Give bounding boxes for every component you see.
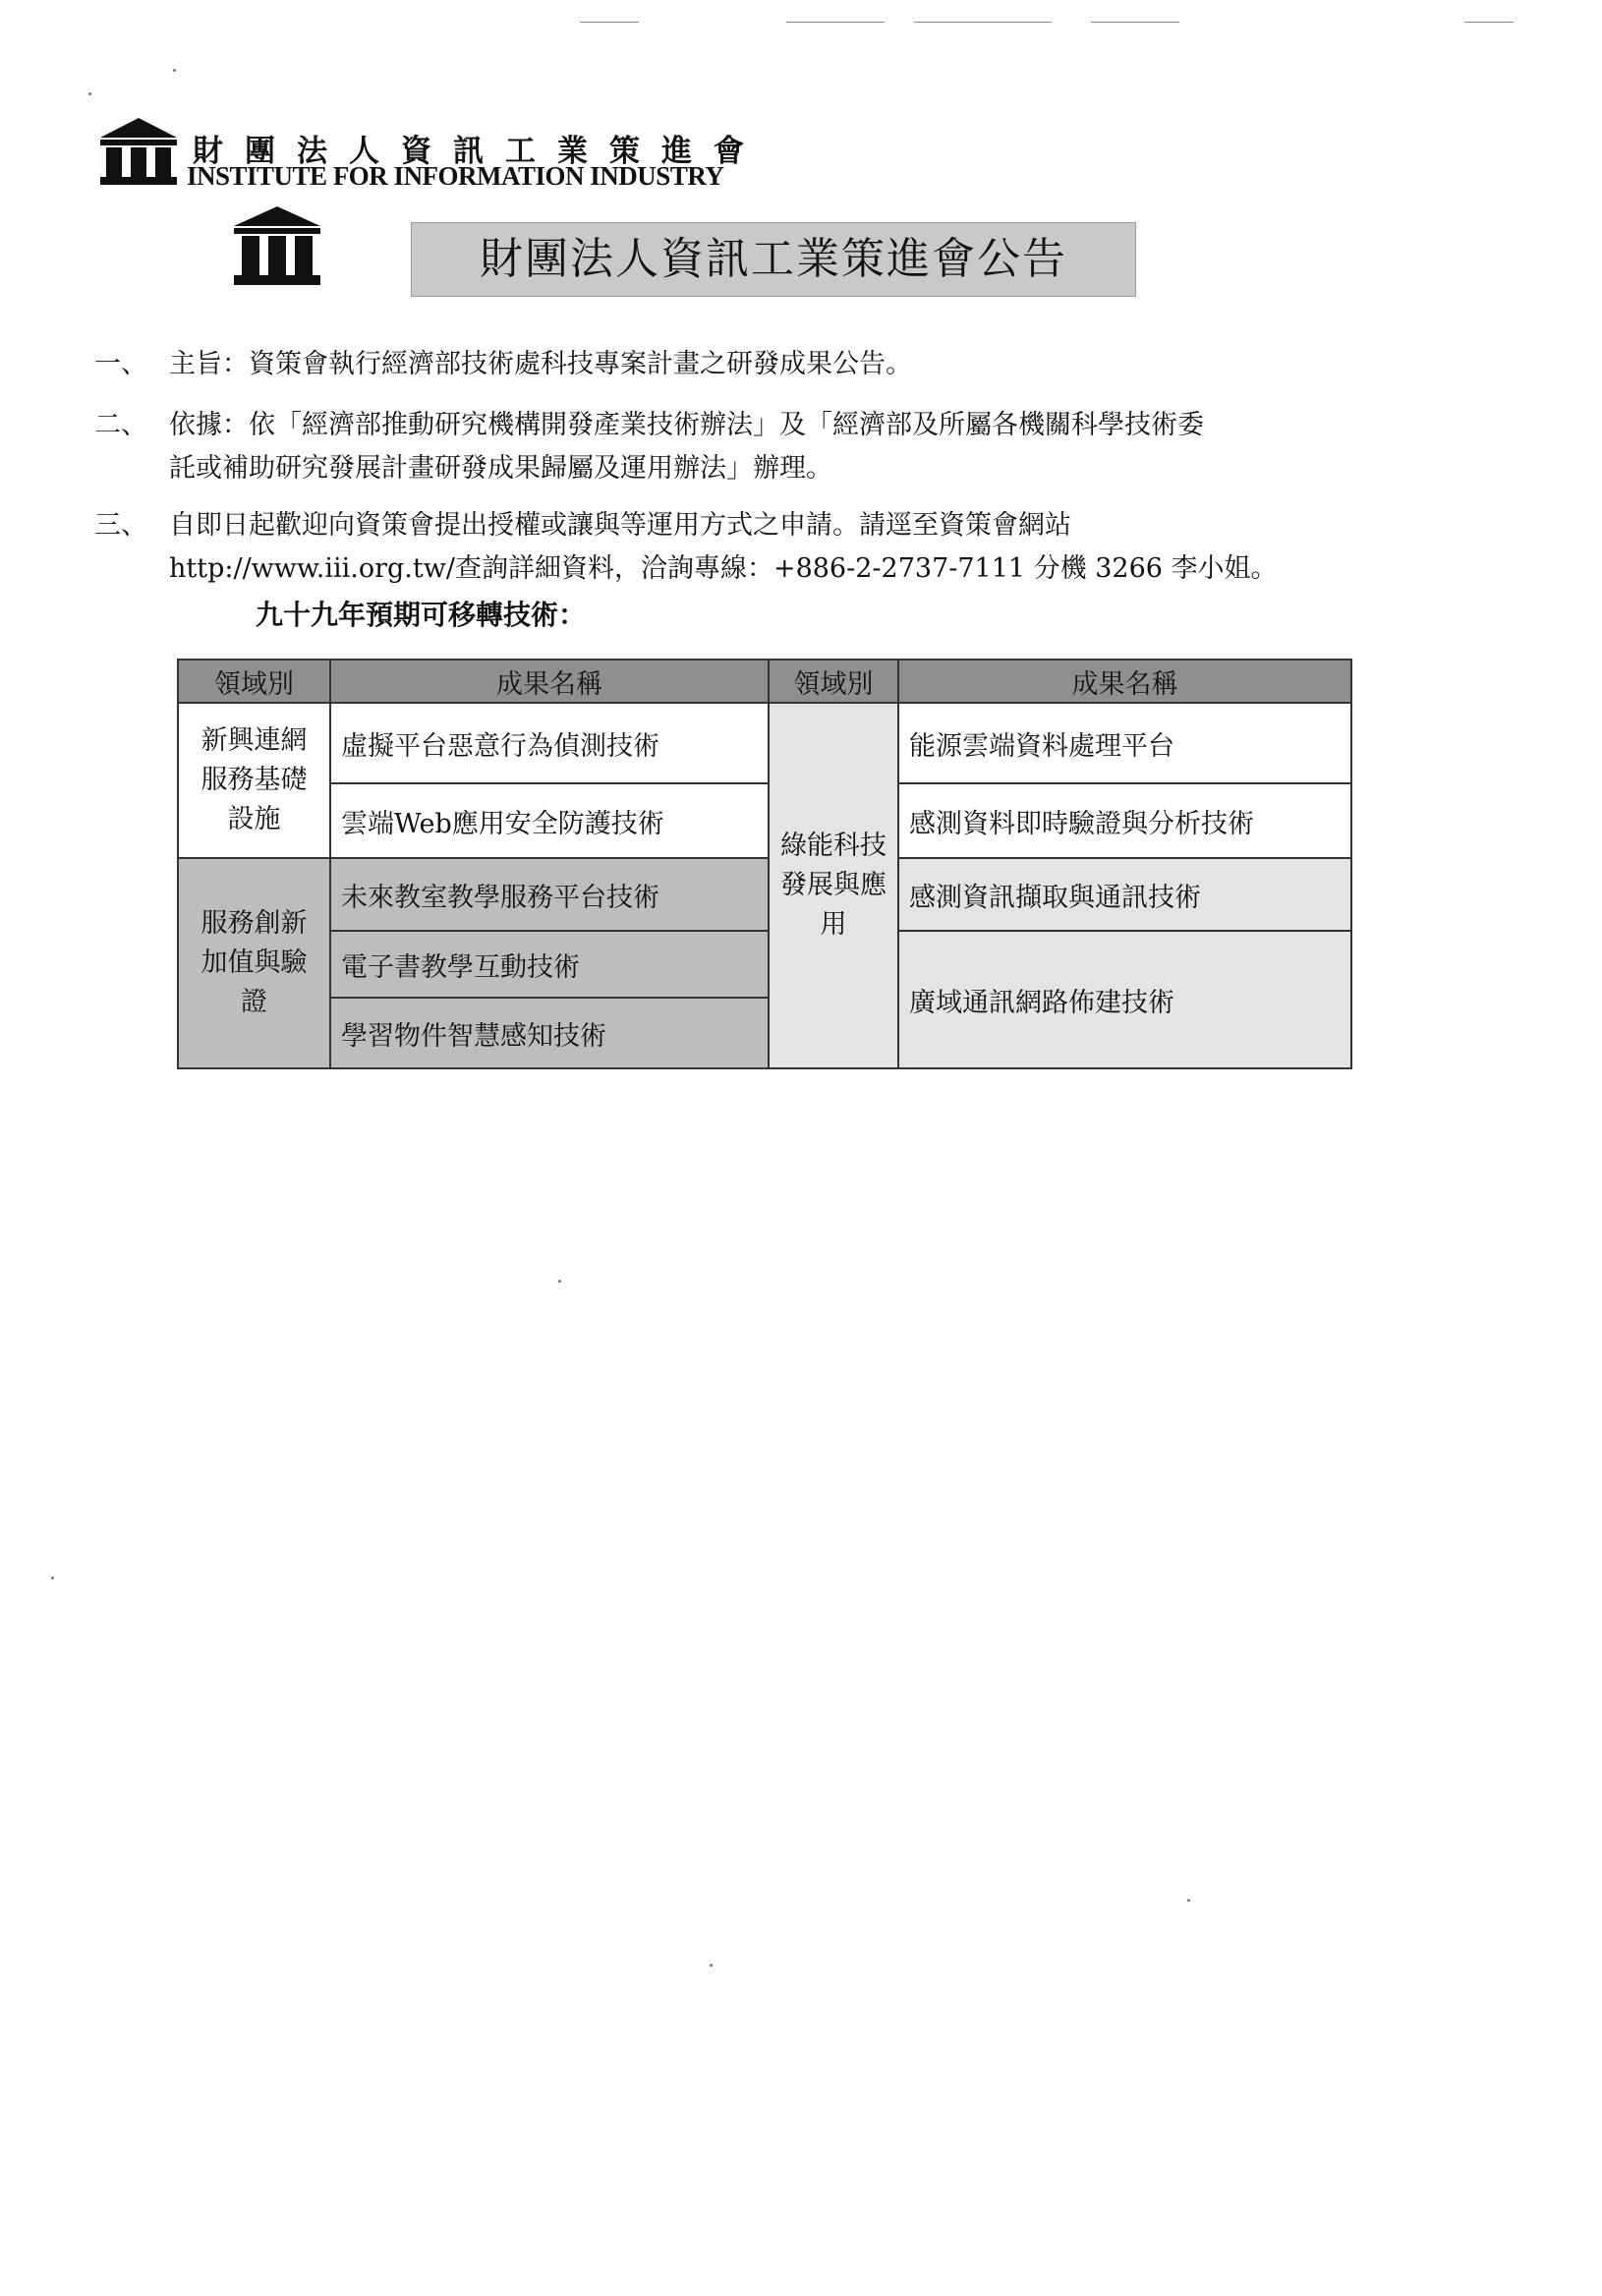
scan-artifact bbox=[710, 1964, 713, 1967]
table-row bbox=[178, 931, 1351, 998]
domain-cell: 綠能科技發展與應用 bbox=[769, 703, 898, 1068]
scan-artifact bbox=[1187, 1899, 1190, 1902]
scan-artifact bbox=[1091, 22, 1179, 23]
scan-artifact bbox=[51, 1577, 54, 1579]
iii-logo-icon bbox=[98, 116, 179, 187]
table-title: 九十九年預期可移轉技術： bbox=[256, 599, 587, 631]
item-text-basis-line1: 依據：依「經濟部推動研究機構開發產業技術辦法」及「經濟部及所屬各機關科學技術委 bbox=[169, 410, 1204, 440]
item-number: 二、 bbox=[94, 410, 147, 440]
result-cell: 學習物件智慧感知技術 bbox=[330, 998, 769, 1068]
domain-cell: 新興連網服務基礎設施 bbox=[178, 703, 330, 858]
result-cell: 感測資訊擷取與通訊技術 bbox=[898, 858, 1351, 931]
domain-cell: 服務創新加值與驗證 bbox=[178, 858, 330, 1068]
scan-artifact bbox=[786, 22, 885, 23]
table-row bbox=[178, 783, 1351, 858]
announcement-title: 財團法人資訊工業策進會公告 bbox=[411, 222, 1136, 297]
scan-artifact bbox=[558, 1280, 561, 1283]
iii-emblem-icon bbox=[228, 204, 326, 287]
technology-table bbox=[177, 659, 1352, 1069]
header-domain: 領域別 bbox=[178, 660, 330, 703]
scan-artifact bbox=[88, 92, 91, 95]
item-text-contact-line1: 自即日起歡迎向資策會提出授權或讓與等運用方式之申請。請逕至資策會網站 bbox=[169, 510, 1071, 541]
table-row bbox=[178, 858, 1351, 931]
header-result: 成果名稱 bbox=[330, 660, 769, 703]
scan-artifact bbox=[173, 69, 176, 72]
scan-artifact bbox=[580, 22, 639, 23]
org-name-english: INSTITUTE FOR INFORMATION INDUSTRY bbox=[187, 161, 724, 191]
result-cell: 廣域通訊網路佈建技術 bbox=[898, 931, 1351, 1068]
item-number: 一、 bbox=[94, 349, 147, 379]
item-text-contact-line2: http://www.iii.org.tw/查詢詳細資料，洽詢專線：+886-2-2737-7111 分機 3266 李小姐。 bbox=[169, 553, 1278, 584]
scan-artifact bbox=[1464, 22, 1514, 23]
result-cell: 雲端Web應用安全防護技術 bbox=[330, 783, 769, 858]
item-text-subject: 主旨：資策會執行經濟部技術處科技專案計畫之研發成果公告。 bbox=[169, 349, 912, 379]
header-domain: 領域別 bbox=[769, 660, 898, 703]
item-number: 三、 bbox=[94, 510, 147, 541]
table-row bbox=[178, 703, 1351, 783]
result-cell: 電子書教學互動技術 bbox=[330, 931, 769, 998]
result-cell: 虛擬平台惡意行為偵測技術 bbox=[330, 703, 769, 783]
item-text-basis-line2: 託或補助研究發展計畫研發成果歸屬及運用辦法」辦理。 bbox=[169, 453, 832, 484]
result-cell: 感測資料即時驗證與分析技術 bbox=[898, 783, 1351, 858]
org-name-chinese: 財團法人資訊工業策進會 bbox=[193, 134, 766, 169]
header-result: 成果名稱 bbox=[898, 660, 1351, 703]
scan-artifact bbox=[914, 22, 1052, 23]
result-cell: 能源雲端資料處理平台 bbox=[898, 703, 1351, 783]
table-header-row bbox=[178, 660, 1351, 703]
result-cell: 未來教室教學服務平台技術 bbox=[330, 858, 769, 931]
